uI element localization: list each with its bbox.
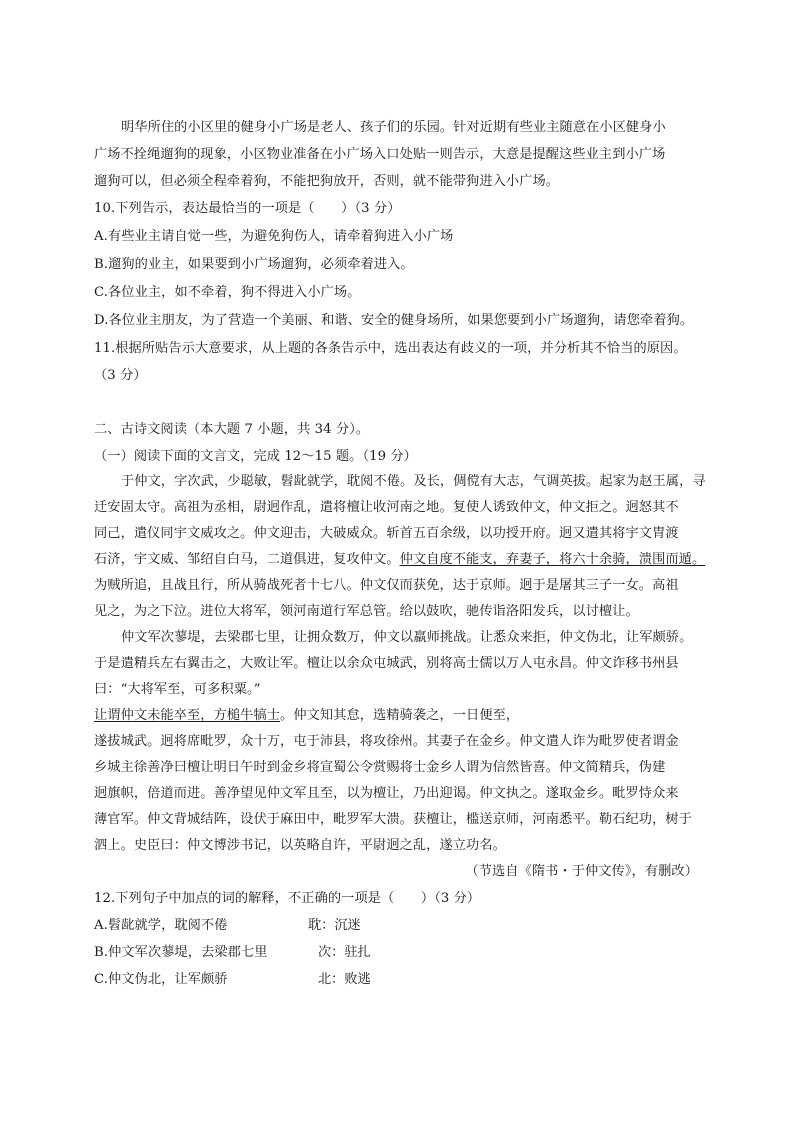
classical-p1-line-4	[94, 550, 705, 570]
q11-stem: 11.根据所贴告示大意要求，从上题的各条告示中，选出表达有歧义的一项，并分析其不恰当的原因。	[94, 341, 687, 356]
notice-line-3: 遛狗可以，但必须全程牵着狗，不能把狗放开，否则，就不能带狗进入小广场。	[94, 174, 560, 189]
classical-p1-line-1: 于仲文，字次武，少聪敏，髫龀就学，耽阅不倦。及长，倜傥有大志，气调英拔。起家为赵王属，寻	[121, 474, 706, 489]
classical-p2-line-3: 曰：“大将军至，可多积粟。”	[94, 682, 261, 697]
classical-p1-line-3: 同己，遣仪同宇文威攻之。仲文迎击，大破威众。斩首五百余级，以功授开府。迥又遣其将宇文胄渡	[94, 526, 679, 541]
q12-option-b: B.仲文军次蓼堤，去梁郡七里	[94, 945, 268, 960]
q12-option-b-definition: 次：驻扎	[318, 945, 371, 960]
classical-p1-line-5: 为贼所追，且战且行，所从骑战死者十七八。仲文仅而获免，达于京师。迥于是屠其三子一女。高祖	[94, 578, 679, 593]
classical-p2-line-2: 于是遣精兵左右翼击之，大败让军。檀让以余众屯城武，别将高士儒以万人屯永昌。仲文诈移书州县	[94, 656, 679, 671]
source-citation: （节选自《隋书・于仲文传》，有删改）	[465, 864, 698, 879]
q12-stem: 12.下列句子中加点的词的解释，不正确的一项是（ ）（3 分）	[94, 891, 481, 906]
classical-p1-line-6: 见之，为之下泣。进位大将军，领河南道行军总管。给以鼓吹，驰传诣洛阳发兵，以讨檀让。	[94, 604, 639, 619]
classical-text: 石济，宇文威、邹绍自白马，二道俱进，复攻仲文。	[94, 552, 400, 567]
q12-option-c: C.仲文伪北，让军颇骄	[94, 972, 228, 987]
q10-option-b: B.遛狗的业主，如果要到小广场遛狗，必须牵着进入。	[94, 257, 414, 272]
underlined-sentence-1: 仲文自度不能支，弃妻子，将六十余骑，溃围而遁。	[399, 552, 706, 567]
section2-title: 二、古诗文阅读（本大题 7 小题，共 34 分）。	[94, 422, 370, 437]
classical-p1-line-2: 迁安固太守。高祖为丞相，尉迥作乱，遣将檀让收河南之地。复使人诱致仲文，仲文拒之。迥怒其不	[94, 500, 679, 515]
q11-score: （3 分）	[94, 368, 147, 383]
q10-option-a: A.有些业主请自觉一些，为避免狗伤人，请牵着狗进入小广场	[94, 229, 454, 244]
classical-p2-line-4	[94, 706, 519, 726]
classical-p2-line-1: 仲文军次蓼堤，去梁郡七里，让拥众数万，仲文以羸师挑战。让悉众来拒，仲文伪北，让军颇骄。	[121, 630, 693, 645]
classical-p2-line-9: 泗上。史臣曰：仲文博涉书记，以英略自许，平尉迥之乱，遂立功名。	[94, 838, 506, 853]
classical-p2-line-7: 迥旗帜，倍道而进。善净望见仲文军且至，以为檀让，乃出迎谒。仲文执之。遂取金乡。毗罗恃众来	[94, 786, 679, 801]
q10-stem: 10.下列告示，表达最恰当的一项是（ ）（3 分）	[94, 201, 401, 216]
section2-subtitle: （一）阅读下面的文言文，完成 12～15 题。（19 分）	[94, 449, 417, 464]
classical-p2-line-8: 薄官军。仲文背城结阵，设伏于麻田中，毗罗军大溃。获檀让，槛送京师，河南悉平。勒石纪功，树于	[94, 812, 692, 827]
notice-line-1: 明华所住的小区里的健身小广场是老人、孩子们的乐园。针对近期有些业主随意在小区健身小	[121, 120, 666, 135]
q10-option-c: C.各位业主，如不牵着，狗不得进入小广场。	[94, 285, 361, 300]
notice-line-2: 广场不拴绳遛狗的现象，小区物业准备在小广场入口处贴一则告示，大意是提醒这些业主到小广场	[94, 147, 666, 162]
underlined-sentence-2: 让谓仲文未能卒至，方槌牛犒士	[94, 708, 281, 723]
classical-p2-line-5: 遂拔城武。迥将席毗罗，众十万，屯于沛县，将攻徐州。其妻子在金乡。仲文遣人诈为毗罗使者谓金	[94, 734, 679, 749]
classical-p2-line-6: 乡城主徐善净曰檀让明日午时到金乡将宣蜀公令赏赐将士金乡人谓为信然皆喜。仲文简精兵，伪建	[94, 760, 666, 775]
q12-option-a: A.髫龀就学，耽阅不倦	[94, 918, 228, 933]
q12-option-c-definition: 北：败逃	[318, 972, 371, 987]
classical-text: 。仲文知其怠，选精骑袭之，一日便至，	[280, 708, 520, 723]
q12-option-a-definition: 耽：沉迷	[308, 918, 361, 933]
q10-option-d: D.各位业主朋友，为了营造一个美丽、和谐、安全的健身场所，如果您要到小广场遛狗，请您牵着狗。	[94, 313, 694, 328]
